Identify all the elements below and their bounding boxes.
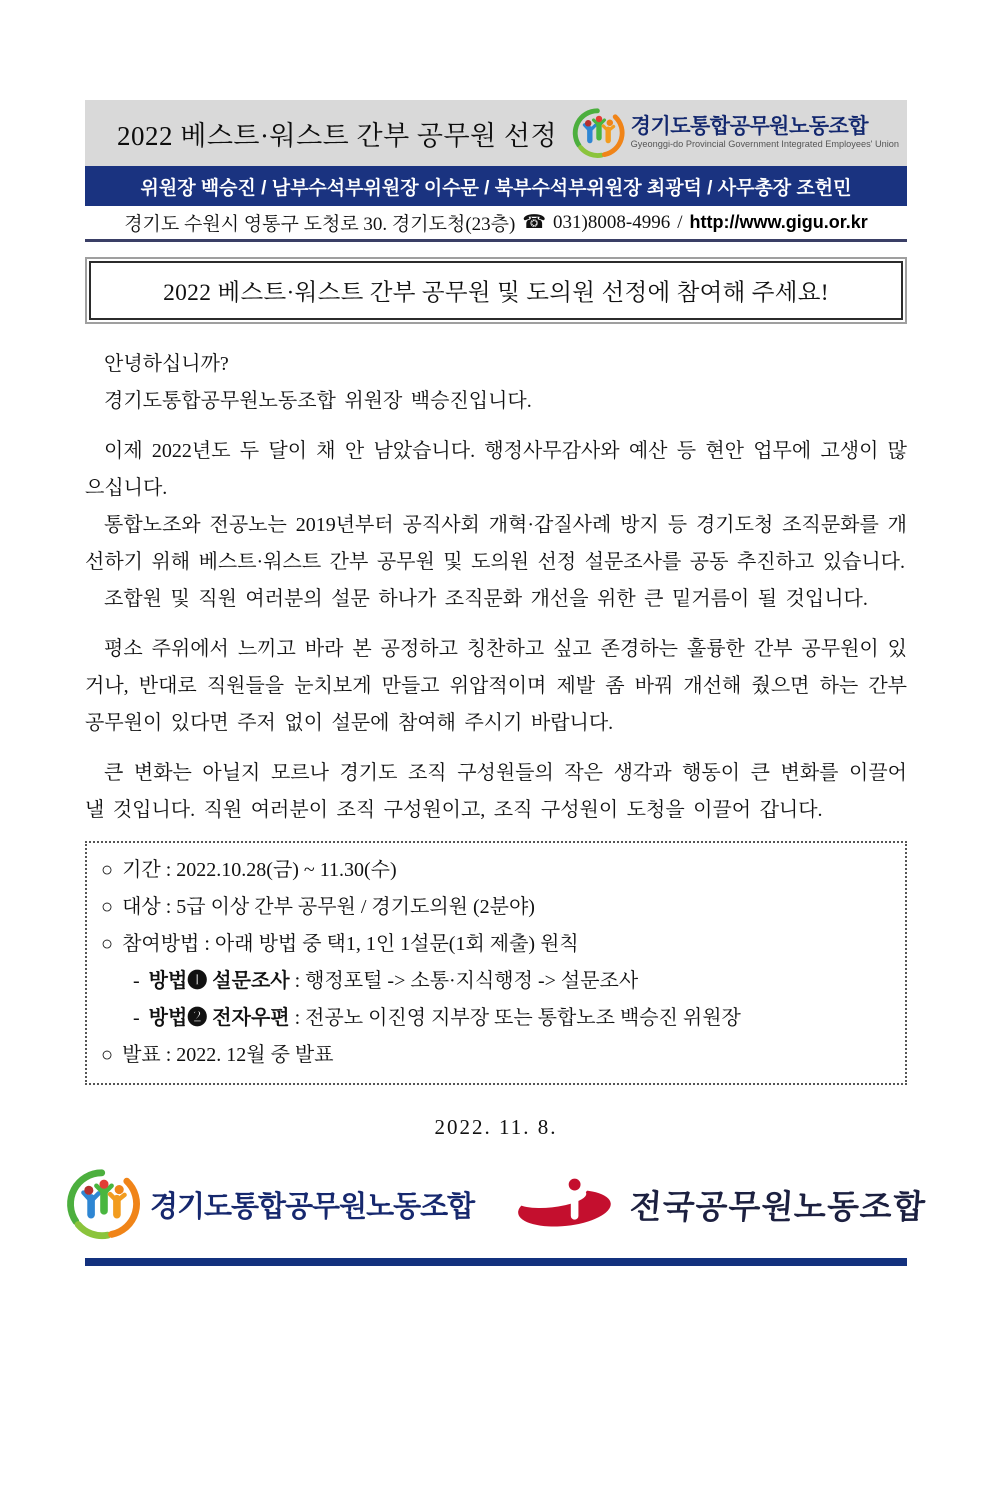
circle-bullet-icon: ○ xyxy=(101,896,114,918)
phone-number: 031)8008-4996 xyxy=(553,211,671,233)
url-separator: / xyxy=(677,211,683,233)
dash-bullet-icon: - xyxy=(133,1007,140,1029)
survey-info-box xyxy=(85,841,907,1085)
kgeu-red-ellipse-icon xyxy=(512,1174,622,1234)
union-logo-text xyxy=(631,116,899,150)
bottom-rule xyxy=(85,1258,907,1266)
document-page xyxy=(85,100,928,1266)
dash-bullet-icon: - xyxy=(133,970,140,992)
info-row-method-2 xyxy=(101,1000,891,1037)
letterhead-title: 2022 베스트·워스트 간부 공무원 선정 xyxy=(117,120,558,151)
info-text: 참여방법 : 아래 방법 중 택1, 1인 1설문(1회 제출) 원칙 xyxy=(122,933,579,955)
info-text: 기간 : 2022.10.28(금) ~ 11.30(수) xyxy=(122,859,397,881)
website-link[interactable]: http://www.gigu.or.kr xyxy=(689,212,868,232)
kgeu-logo xyxy=(512,1174,926,1234)
paragraph: 이제 2022년도 두 달이 채 안 남았습니다. 행정사무감사와 예산 등 현안 업무에 고생이 많으십니다. xyxy=(85,440,907,499)
gigu-logo-text: 경기도통합공무원노동조합 xyxy=(149,1190,475,1223)
union-org-name-en: Gyeonggi-do Provincial Government Integrated Employees' Union xyxy=(630,139,899,150)
info-bold-label: 방법❷ 전자우편 xyxy=(148,1007,290,1029)
phone-icon: ☎ xyxy=(522,212,547,233)
kgeu-logo-text: 전국공무원노동조합 xyxy=(628,1189,928,1226)
officers-bar: 위원장 백승진 / 남부수석부위원장 이수문 / 북부수석부위원장 최광덕 / 사무총장 조헌민 xyxy=(85,166,907,206)
info-text: 발표 : 2022. 12월 중 발표 xyxy=(122,1044,334,1066)
paragraph: 평소 주위에서 느끼고 바라 본 공정하고 칭찬하고 싶고 존경하는 훌륭한 간부 공무원이 있거나, 반대로 직원들을 눈치보게 만들고 위압적이며 제발 좀 바꿔 개선해 줬으면 하는 간부 공무원이 있다면 주저 없이 설문에 참여해 주시기 바랍니다. xyxy=(85,638,907,734)
paragraph: 조합원 및 직원 여러분의 설문 하나가 조직문화 개선을 위한 큰 밑거름이 될 것입니다. xyxy=(104,588,868,610)
union-people-circle-icon xyxy=(572,106,626,160)
address-line xyxy=(85,206,907,242)
info-row-method xyxy=(101,926,891,963)
info-text: 대상 : 5급 이상 간부 공무원 / 경기도의원 (2분야) xyxy=(122,896,535,918)
paragraph-introduction: 경기도통합공무원노동조합 위원장 백승진입니다. xyxy=(104,390,532,412)
union-logo xyxy=(572,106,901,160)
notice-title-box xyxy=(85,257,907,324)
circle-bullet-icon: ○ xyxy=(101,933,114,955)
notice-title: 2022 베스트·워스트 간부 공무원 및 도의원 선정에 참여해 주세요! xyxy=(89,261,903,320)
info-text: : 행정포털 -> 소통·지식행정 -> 설문조사 xyxy=(289,970,639,992)
info-text: : 전공노 이진영 지부장 또는 통합노조 백승진 위원장 xyxy=(289,1007,741,1029)
address-text: 경기도 수원시 영통구 도청로 30. 경기도청(23층) xyxy=(124,214,516,235)
circle-bullet-icon: ○ xyxy=(101,1044,114,1066)
circle-bullet-icon: ○ xyxy=(101,859,114,881)
footer-logos xyxy=(85,1166,928,1242)
letterhead xyxy=(85,100,907,242)
info-row-target xyxy=(101,889,891,926)
paragraph-greeting: 안녕하십니까? xyxy=(104,353,229,375)
paragraph: 큰 변화는 아닐지 모르나 경기도 조직 구성원들의 작은 생각과 행동이 큰 변화를 이끌어 낼 것입니다. 직원 여러분이 조직 구성원이고, 조직 구성원이 도청을 이끌어 갑니다. xyxy=(85,762,907,821)
document-date: 2022. 11. 8. xyxy=(434,1115,558,1139)
union-people-circle-icon xyxy=(66,1166,142,1242)
paragraph: 통합노조와 전공노는 2019년부터 공직사회 개혁·갑질사례 방지 등 경기도청 조직문화를 개선하기 위해 베스트·워스트 간부 공무원 및 도의원 선정 설문조사를 공동 추진하고 있습니다. xyxy=(85,514,907,573)
info-row-period xyxy=(101,852,891,889)
info-row-announcement xyxy=(101,1037,891,1074)
letterhead-banner xyxy=(85,100,907,166)
info-bold-label: 방법❶ 설문조사 xyxy=(148,970,290,992)
letter-body xyxy=(85,346,907,829)
info-row-method-1 xyxy=(101,963,891,1000)
union-org-name: 경기도통합공무원노동조합 xyxy=(630,115,869,139)
gigu-logo xyxy=(66,1166,474,1242)
